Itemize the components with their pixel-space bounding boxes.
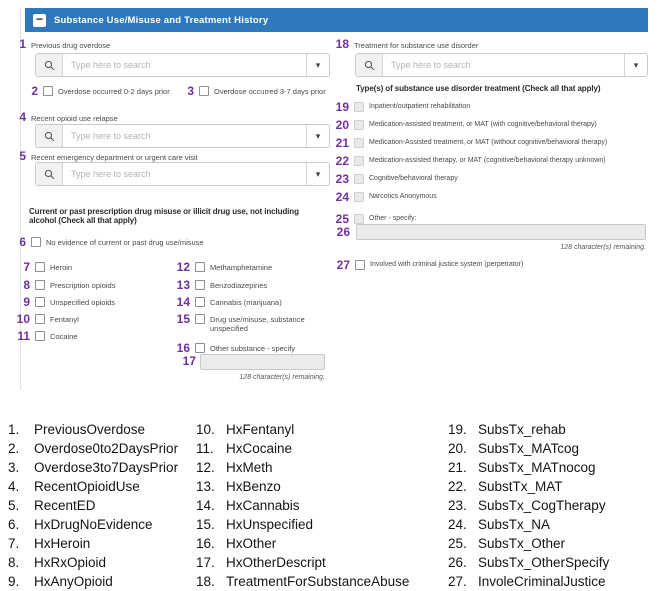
annotation-number: 5 [19,149,26,163]
checkbox-label: Medication-assisted treatment, or MAT (with cognitive/behavioral therapy) [369,121,597,128]
legend-name: RecentOpioidUse [34,479,140,494]
other-substance-input[interactable] [200,354,325,370]
legend-name: Overdose3to7DaysPrior [34,460,179,475]
collapse-button[interactable]: − [33,14,46,27]
other-substance-checkbox[interactable] [195,343,205,353]
mat-unknown-checkbox[interactable] [354,156,364,166]
legend-column-2 [196,420,446,591]
annotation-number: 11 [17,329,30,343]
legend-number: 24. [448,517,467,532]
legend-name: HxMeth [226,460,273,475]
annotation-number: 14 [176,295,190,309]
row-heroin [12,261,72,273]
annotation-number: 26 [336,225,350,239]
annotation-number: 17 [182,354,196,368]
annotation-number: 3 [187,84,194,98]
row-rehab [329,101,470,113]
legend-item [448,439,653,458]
search-icon-segment [36,163,63,185]
other-treatment-input[interactable] [356,224,646,240]
legend-item [448,553,653,572]
search-icon [44,169,55,180]
search-icon-segment [36,54,63,76]
legend-item [196,515,446,534]
legend-number: 9. [8,574,20,589]
legend-item [8,553,193,572]
checkbox-label: Overdose occurred 3-7 days prior [214,87,326,96]
benzodiazepines-checkbox[interactable] [195,280,205,290]
annotation-number: 24 [335,190,349,204]
legend-item [448,458,653,477]
treatment-searchbox [355,53,648,77]
legend-name: HxAnyOpioid [34,574,113,589]
legend-item [8,439,193,458]
field-opioid-relapse [12,111,118,123]
checkbox-label: Cognitive/behavioral therapy [369,175,458,182]
annotation-number: 9 [23,295,30,309]
annotation-number: 6 [19,235,26,249]
checkbox-label: Other - specify: [369,215,417,222]
checkbox-label: Benzodiazepines [210,281,268,290]
annotation-number: 19 [335,100,349,114]
legend-name: HxOther [226,536,277,551]
previous-overdose-searchbox [35,53,330,77]
legend-name: HxCocaine [226,441,293,456]
recent-ed-searchbox [35,162,330,186]
legend-item [196,496,446,515]
legend-number: 11. [196,441,214,456]
previous-overdose-search-input[interactable] [63,54,306,76]
legend-name: SubsTx_CogTherapy [478,498,606,513]
narcotics-anonymous-checkbox[interactable] [354,192,364,202]
opioid-relapse-searchbox [35,124,330,148]
dropdown-toggle[interactable] [306,163,329,185]
legend-item [8,572,193,591]
legend-number: 23. [448,498,467,513]
checkbox-label: Overdose occurred 0-2 days prior [58,87,170,96]
legend-number: 16. [196,536,215,551]
overdose-3-7-checkbox[interactable] [199,86,209,96]
legend-name: SubsTx_MATnocog [478,460,596,475]
drug-unspecified-checkbox[interactable] [195,314,205,324]
legend-name: RecentED [34,498,96,513]
row-narcotics-anonymous [329,191,437,203]
legend-name: HxUnspecified [226,517,314,532]
legend-number: 27. [448,574,467,589]
cocaine-checkbox[interactable] [35,331,45,341]
legend-number: 3. [8,460,20,475]
checkbox-label: No evidence of current or past drug use/misuse [46,238,204,247]
annotation-number: 23 [335,172,349,186]
annotation-number: 12 [176,260,190,274]
legend-name: HxOtherDescript [226,555,326,570]
legend-item [8,515,193,534]
mat-nocog-checkbox[interactable] [354,138,364,148]
legend-name: SubsTx_Other [478,536,566,551]
search-icon-segment [356,54,383,76]
legend-number: 21. [448,460,467,475]
legend-name: SubsTx_rehab [478,422,566,437]
legend-number: 22. [448,479,467,494]
field-recent-ed [12,150,198,162]
legend-item [448,534,653,553]
mat-cog-checkbox[interactable] [354,120,364,130]
legend-number: 25. [448,536,467,551]
row-other-substance [166,342,295,354]
legend-number: 2. [8,441,20,456]
annotation-number: 20 [335,118,349,132]
legend-item [196,553,446,572]
checkbox-label: Unspecified opioids [50,298,116,307]
legend-number: 4. [8,479,20,494]
char-remaining-note: 128 character(s) remaining. [560,244,646,251]
row-fentanyl [12,313,79,325]
caret-down-icon: ▾ [315,168,321,179]
field-treatment [329,38,478,50]
treatment-search-input[interactable] [383,54,624,76]
prescription-opioids-checkbox[interactable] [35,280,45,290]
checkbox-label: Cocaine [50,332,78,341]
checkbox-label: Fentanyl [50,315,79,324]
legend-name: HxBenzo [226,479,281,494]
annotation-number: 27 [336,258,350,272]
methamphetamine-checkbox[interactable] [195,262,205,272]
dropdown-toggle[interactable] [306,125,329,147]
annotation-number: 18 [335,37,349,51]
legend-item [448,572,653,591]
legend-number: 7. [8,536,20,551]
field-label: Treatment for substance use disorder [354,41,479,50]
annotation-number: 16 [176,341,190,355]
legend-item [196,458,446,477]
annotation-number: 4 [19,110,26,124]
row-overdose-3-7 [184,85,326,97]
annotation-number: 7 [23,260,30,274]
row-cocaine [12,330,78,342]
checkbox-label: Other substance - specify [210,344,296,353]
legend-number: 5. [8,498,20,513]
search-icon [44,131,55,142]
recent-ed-search-input[interactable] [63,163,306,185]
legend-item [8,477,193,496]
cog-therapy-checkbox[interactable] [354,174,364,184]
other-treatment-checkbox[interactable] [354,214,364,224]
checkbox-label: Methamphetamine [210,263,273,272]
row-prescription-opioids [12,279,115,291]
annotation-number: 10 [16,312,30,326]
dropdown-toggle[interactable] [306,54,329,76]
legend-name: HxHeroin [34,536,91,551]
row-drug-unspecified [166,313,322,333]
row-mat-nocog [329,137,607,149]
legend-number: 18. [196,574,215,589]
field-label: Recent emergency department or urgent care visit [31,153,198,162]
section-header [25,8,648,32]
row-mat-cog [329,119,597,131]
row-cannabis [166,296,282,308]
heroin-checkbox[interactable] [35,262,45,272]
section-title: Substance Use/Misuse and Treatment History [54,14,269,26]
legend-item [196,439,446,458]
row-unspecified-opioids [12,296,115,308]
legend-name: InvoleCriminalJustice [478,574,606,589]
char-remaining-note: 128 character(s) remaining. [239,374,325,381]
caret-down-icon: ▾ [315,59,321,70]
legend-name: PreviousOverdose [34,422,146,437]
annotation-number: 21 [335,136,349,150]
checkbox-label: Drug use/misuse, substance unspecified [210,315,305,333]
drug-use-heading: Current or past prescription drug misuse or illicit drug use, not including alcohol (Check all that apply) [29,207,299,225]
legend-number: 1. [8,422,20,437]
row-mat-unknown [329,155,606,167]
legend-name: Overdose0to2DaysPrior [34,441,179,456]
row-cog-therapy [329,173,458,185]
dropdown-toggle[interactable] [624,54,647,76]
legend-number: 6. [8,517,20,532]
annotation-number: 15 [176,312,190,326]
annotation-number: 2 [31,84,38,98]
field-previous-overdose [12,38,110,50]
caret-down-icon: ▾ [315,130,321,141]
legend-number: 10. [196,422,215,437]
legend-number: 19. [448,422,467,437]
checkbox-label: Cannabis (marijuana) [210,298,282,307]
legend-number: 8. [8,555,20,570]
annotation-number: 22 [335,154,349,168]
field-label: Previous drug overdose [31,41,111,50]
overdose-0-2-checkbox[interactable] [43,86,53,96]
legend-item [196,420,446,439]
checkbox-label: Medication-Assisted treatment, or MAT (without cognitive/behavioral therapy) [369,139,608,146]
field-label: Recent opioid use relapse [31,114,118,123]
legend-name: HxCannabis [226,498,300,513]
legend-item [8,534,193,553]
row-criminal-justice [328,259,523,271]
legend-name: SubsTx_NA [478,517,551,532]
annotation-number: 8 [23,278,30,292]
criminal-justice-checkbox[interactable] [355,260,365,270]
legend-name: SubstTx_MAT [478,479,563,494]
checkbox-label: Medication-assisted therapy, or MAT (cognitive/behavioral therapy unknown) [369,157,606,164]
treatment-type-heading: Type(s) of substance use disorder treatment (Check all that apply) [356,84,601,93]
annotation-number: 13 [176,278,190,292]
checkbox-label: Heroin [50,263,73,272]
legend-item [448,496,653,515]
legend-item [8,458,193,477]
legend-name: SubsTx_MATcog [478,441,580,456]
legend-column-3 [448,420,653,591]
fentanyl-checkbox[interactable] [35,314,45,324]
search-icon [44,60,55,71]
annotation-number: 1 [19,37,26,51]
legend-number: 14. [196,498,215,513]
legend-item [448,515,653,534]
legend-name: HxFentanyl [226,422,295,437]
no-evidence-checkbox[interactable] [31,237,41,247]
legend-name: HxDrugNoEvidence [34,517,153,532]
legend-item [196,477,446,496]
row-overdose-0-2 [28,85,170,97]
legend-number: 20. [448,441,467,456]
legend-item [196,572,446,591]
legend-name: HxRxOpioid [34,555,107,570]
caret-down-icon: ▾ [633,59,639,70]
cannabis-checkbox[interactable] [195,297,205,307]
checkbox-label: Prescription opioids [50,281,116,290]
legend-item [8,420,193,439]
row-methamphetamine [166,261,272,273]
rehab-checkbox[interactable] [354,102,364,112]
search-icon [364,60,375,71]
annotation-number: 25 [335,212,349,226]
legend-column-1 [8,420,193,591]
unspecified-opioids-checkbox[interactable] [35,297,45,307]
legend-item [196,534,446,553]
opioid-relapse-search-input[interactable] [63,125,306,147]
legend-number: 17. [196,555,215,570]
legend-number: 13. [196,479,215,494]
row-no-evidence [16,236,204,248]
legend-name: SubsTx_OtherSpecify [478,555,610,570]
legend-name: TreatmentForSubstanceAbuse [226,574,410,589]
search-icon-segment [36,125,63,147]
checkbox-label: Inpatient/outpatient rehabilitation [369,103,471,110]
row-benzodiazepines [166,279,267,291]
checkbox-label: Narcotics Anonymous [369,193,437,200]
checkbox-label: Involved with criminal justice system (perpetrator) [370,261,524,268]
legend-item [448,420,653,439]
legend-item [8,496,193,515]
legend-item [448,477,653,496]
legend-number: 26. [448,555,467,570]
legend-number: 15. [196,517,215,532]
legend-number: 12. [196,460,215,475]
